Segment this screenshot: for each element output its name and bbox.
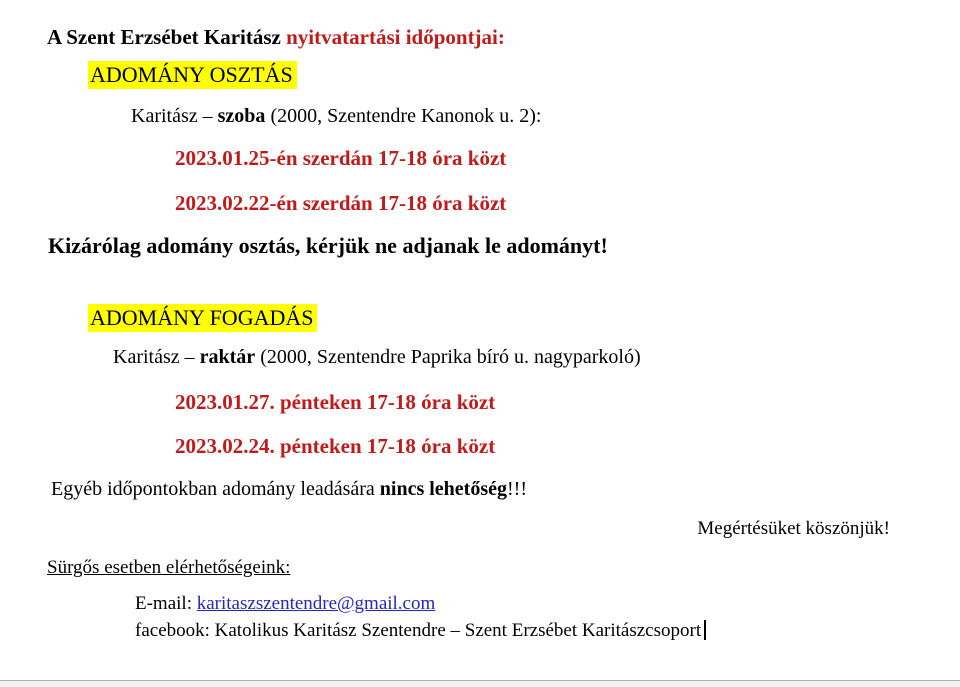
email-label: E-mail: bbox=[135, 593, 197, 614]
reception-note-line bbox=[51, 478, 527, 501]
document-title-black: A Szent Erzsébet Karitász bbox=[47, 25, 287, 49]
text-cursor bbox=[704, 620, 706, 640]
email-link[interactable]: karitaszszentendre@gmail.com bbox=[196, 593, 436, 614]
reception-location-prefix: Karitász – bbox=[113, 346, 200, 368]
section-title-adomany-fogadas: ADOMÁNY FOGADÁS bbox=[88, 304, 317, 332]
email-line bbox=[135, 593, 435, 615]
reception-location-suffix: (2000, Szentendre Paprika bíró u. nagyparkoló) bbox=[255, 346, 641, 368]
reception-note-bold: nincs lehetőség bbox=[379, 478, 507, 500]
reception-date-2: 2023.02.24. pénteken 17-18 óra közt bbox=[175, 434, 496, 458]
distribution-location-suffix: (2000, Szentendre Kanonok u. 2): bbox=[265, 105, 542, 127]
urgent-contacts-heading: Sürgős esetben elérhetőségeink: bbox=[47, 557, 291, 578]
thanks-line: Megértésüket köszönjük! bbox=[697, 518, 890, 539]
document-title bbox=[47, 25, 505, 49]
reception-date-1: 2023.01.27. pénteken 17-18 óra közt bbox=[175, 390, 496, 414]
reception-location-line bbox=[113, 346, 641, 369]
distribution-location-bold: szoba bbox=[217, 105, 266, 127]
facebook-line bbox=[135, 620, 706, 642]
document-title-red: nyitvatartási időpontjai: bbox=[286, 25, 505, 49]
distribution-date-2: 2023.02.22-én szerdán 17-18 óra közt bbox=[175, 191, 507, 215]
page-bottom-edge bbox=[0, 680, 960, 687]
distribution-location-line bbox=[131, 105, 541, 128]
reception-note-suffix: !!! bbox=[507, 478, 527, 500]
facebook-name: Katolikus Karitász Szentendre – Szent Erzsébet Karitászcsoport bbox=[214, 620, 702, 641]
distribution-warning: Kizárólag adomány osztás, kérjük ne adjanak le adományt! bbox=[48, 233, 608, 258]
distribution-date-1: 2023.01.25-én szerdán 17-18 óra közt bbox=[175, 146, 507, 170]
facebook-label: facebook: bbox=[135, 620, 215, 641]
distribution-location-prefix: Karitász – bbox=[131, 105, 218, 127]
section-title-adomany-osztas: ADOMÁNY OSZTÁS bbox=[88, 61, 297, 89]
reception-note-prefix: Egyéb időpontokban adomány leadására bbox=[51, 478, 380, 500]
reception-location-bold: raktár bbox=[199, 346, 256, 368]
